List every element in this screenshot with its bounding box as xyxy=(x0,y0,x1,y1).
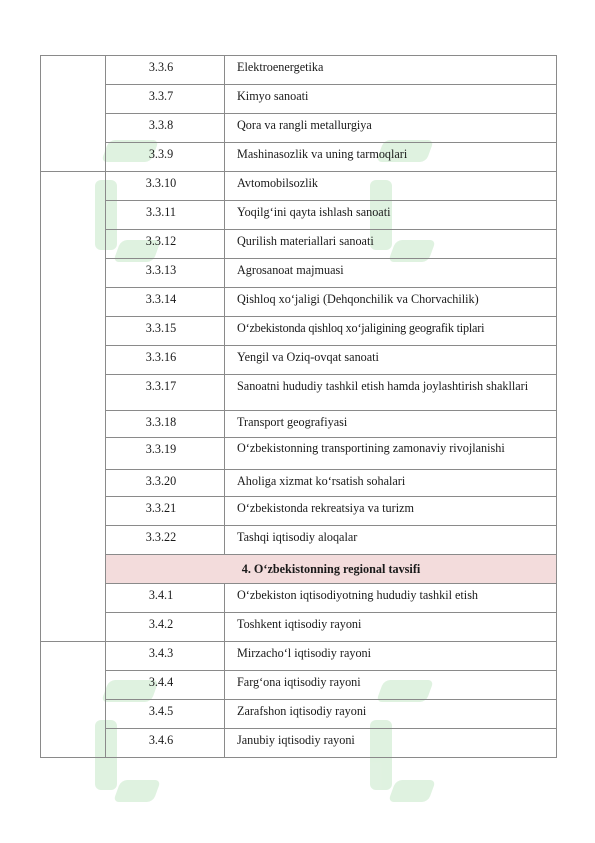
topic-title: O‘zbekistonning transportining zamonaviy rivojlanishi xyxy=(225,438,557,470)
group-cell xyxy=(41,288,106,317)
table-row xyxy=(41,143,557,172)
group-cell xyxy=(41,143,106,172)
topic-code: 3.3.6 xyxy=(106,56,225,85)
table-row xyxy=(41,346,557,375)
topic-title: Farg‘ona iqtisodiy rayoni xyxy=(225,671,557,700)
table-row xyxy=(41,438,557,470)
group-cell xyxy=(41,613,106,642)
group-cell xyxy=(41,172,106,201)
topic-title: Qurilish materiallari sanoati xyxy=(225,230,557,259)
table-row xyxy=(41,642,557,671)
topic-title: Sanoatni hududiy tashkil etish hamda joylashtirish shakllari xyxy=(225,375,557,411)
topic-code: 3.4.5 xyxy=(106,700,225,729)
topic-title: Mirzacho‘l iqtisodiy rayoni xyxy=(225,642,557,671)
group-cell xyxy=(41,700,106,729)
topic-title: Transport geografiyasi xyxy=(225,411,557,438)
topics-table xyxy=(40,55,557,758)
group-cell xyxy=(41,497,106,526)
topic-code: 3.4.6 xyxy=(106,729,225,758)
topic-code: 3.3.12 xyxy=(106,230,225,259)
section-header-row xyxy=(41,555,557,584)
table-row xyxy=(41,114,557,143)
group-cell xyxy=(41,375,106,411)
topic-code: 3.4.2 xyxy=(106,613,225,642)
table-row xyxy=(41,729,557,758)
group-cell xyxy=(41,671,106,700)
topic-title: Janubiy iqtisodiy rayoni xyxy=(225,729,557,758)
group-cell xyxy=(41,642,106,671)
topic-title: Tashqi iqtisodiy aloqalar xyxy=(225,526,557,555)
topic-code: 3.4.1 xyxy=(106,584,225,613)
topic-title: Yoqilg‘ini qayta ishlash sanoati xyxy=(225,201,557,230)
topic-code: 3.3.18 xyxy=(106,411,225,438)
topic-title: Elektroenergetika xyxy=(225,56,557,85)
group-cell xyxy=(41,56,106,85)
group-cell xyxy=(41,114,106,143)
table-row xyxy=(41,317,557,346)
topic-title: Zarafshon iqtisodiy rayoni xyxy=(225,700,557,729)
topic-code: 3.3.7 xyxy=(106,85,225,114)
topic-code: 3.3.13 xyxy=(106,259,225,288)
table-row xyxy=(41,172,557,201)
group-cell xyxy=(41,470,106,497)
table-row xyxy=(41,497,557,526)
topic-title: O‘zbekistonda rekreatsiya va turizm xyxy=(225,497,557,526)
group-cell xyxy=(41,230,106,259)
topic-code: 3.3.16 xyxy=(106,346,225,375)
topic-title: Qishloq xo‘jaligi (Dehqonchilik va Chorvachilik) xyxy=(225,288,557,317)
topic-title: Toshkent iqtisodiy rayoni xyxy=(225,613,557,642)
group-cell xyxy=(41,85,106,114)
topic-title: O‘zbekistonda qishloq xo‘jaligining geografik tiplari xyxy=(225,317,557,346)
table-row xyxy=(41,85,557,114)
table-row xyxy=(41,230,557,259)
group-cell xyxy=(41,555,106,584)
group-cell xyxy=(41,346,106,375)
topic-code: 3.3.15 xyxy=(106,317,225,346)
topic-title: Avtomobilsozlik xyxy=(225,172,557,201)
topic-code: 3.3.17 xyxy=(106,375,225,411)
topic-title: Qora va rangli metallurgiya xyxy=(225,114,557,143)
topic-code: 3.3.22 xyxy=(106,526,225,555)
group-cell xyxy=(41,438,106,470)
table-row xyxy=(41,584,557,613)
group-cell xyxy=(41,317,106,346)
group-cell xyxy=(41,526,106,555)
topic-title: Aholiga xizmat ko‘rsatish sohalari xyxy=(225,470,557,497)
topic-code: 3.3.21 xyxy=(106,497,225,526)
table-row xyxy=(41,375,557,411)
topic-title: Yengil va Oziq-ovqat sanoati xyxy=(225,346,557,375)
table-row xyxy=(41,411,557,438)
group-cell xyxy=(41,411,106,438)
group-cell xyxy=(41,259,106,288)
table-row xyxy=(41,201,557,230)
topic-title: O‘zbekiston iqtisodiyotning hududiy tashkil etish xyxy=(225,584,557,613)
topic-code: 3.3.20 xyxy=(106,470,225,497)
topic-code: 3.3.10 xyxy=(106,172,225,201)
topic-title: Mashinasozlik va uning tarmoqlari xyxy=(225,143,557,172)
topic-code: 3.3.11 xyxy=(106,201,225,230)
topic-code: 3.3.9 xyxy=(106,143,225,172)
table-row xyxy=(41,470,557,497)
topic-code: 3.4.4 xyxy=(106,671,225,700)
topic-code: 3.3.8 xyxy=(106,114,225,143)
group-cell xyxy=(41,729,106,758)
topic-title: Agrosanoat majmuasi xyxy=(225,259,557,288)
topic-title: Kimyo sanoati xyxy=(225,85,557,114)
section-header: 4. O‘zbekistonning regional tavsifi xyxy=(106,555,557,584)
topic-code: 3.4.3 xyxy=(106,642,225,671)
table-row xyxy=(41,526,557,555)
table-row xyxy=(41,259,557,288)
topic-code: 3.3.14 xyxy=(106,288,225,317)
topic-code: 3.3.19 xyxy=(106,438,225,470)
group-cell xyxy=(41,201,106,230)
table-row xyxy=(41,700,557,729)
table-row xyxy=(41,671,557,700)
table-row xyxy=(41,56,557,85)
table-row xyxy=(41,613,557,642)
group-cell xyxy=(41,584,106,613)
table-row xyxy=(41,288,557,317)
